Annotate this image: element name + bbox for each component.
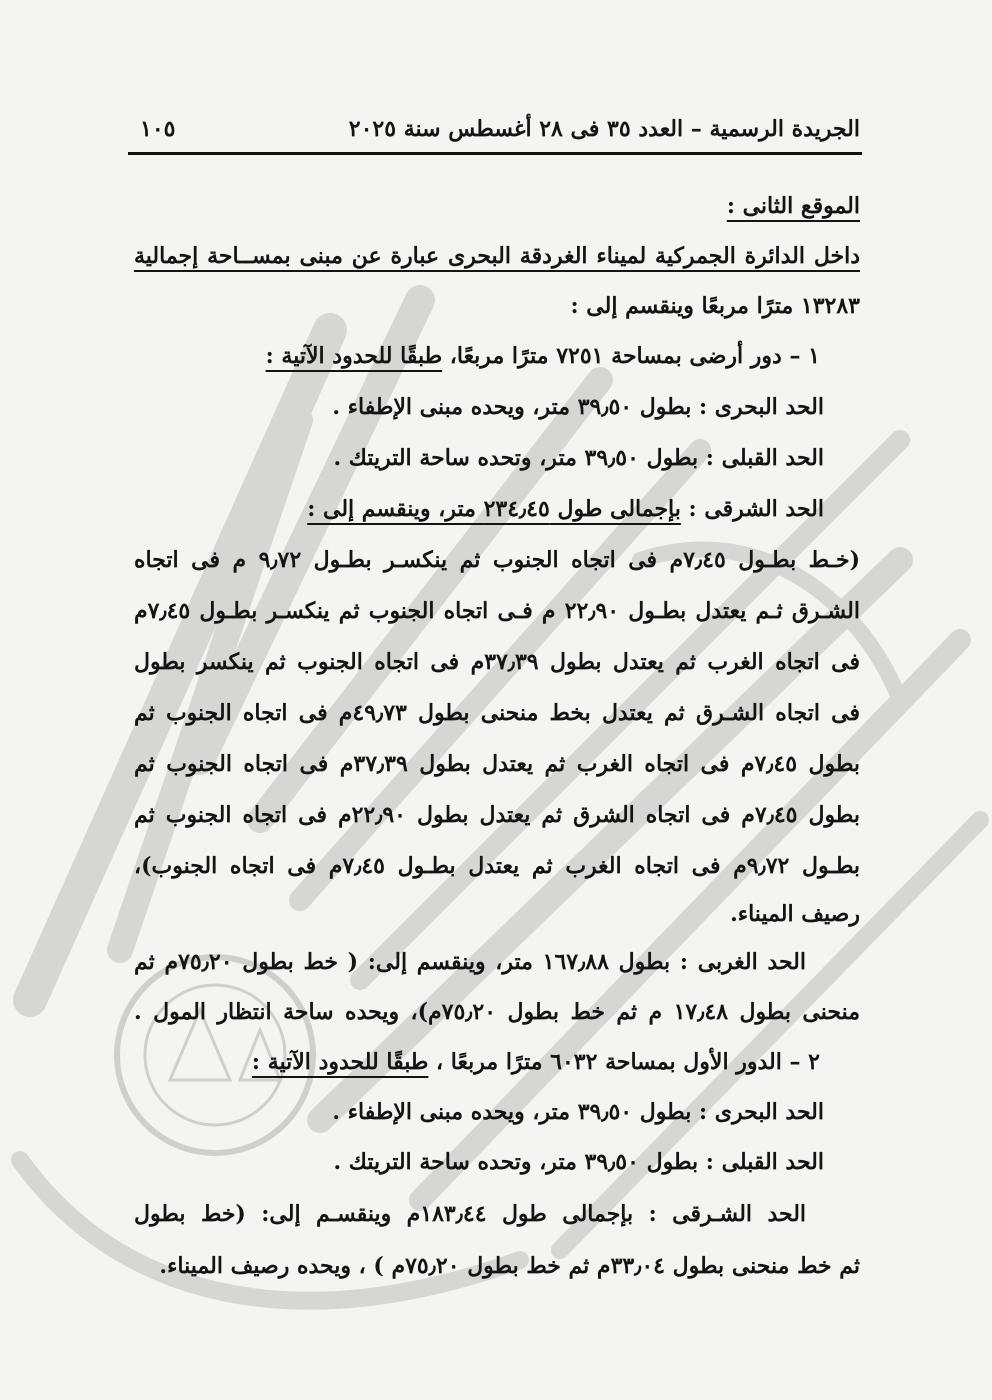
ground-floor-heading: [134, 334, 820, 378]
first-north-boundary: الحد البحرى : بطول ٣٩٫٥٠ متر، ويحده مبنى الإطفاء .: [332, 1099, 824, 1125]
first-east-line-2: ثم خط منحنى بطول ٣٣٫٠٤م ثم خط بطول ٧٥٫٢٠م ) ، ويحده رصيف الميناء.: [159, 1253, 860, 1279]
ground-floor-heading-end: طبقًا للحدود الآتية :: [265, 343, 443, 369]
section-title: الموقع الثانى :: [726, 193, 860, 219]
first-east-line-1: الحد الشـرقى : بإجمالى طول ١٨٣٫٤٤م وينقسـم إلى: (خط بطول: [134, 1201, 806, 1227]
section-title-line: [134, 184, 860, 228]
ground-east-boundary: [134, 487, 824, 531]
ground-east-total: بإجمالى طول ٢٣٤٫٤٥ متر، وينقسم إلى :: [307, 496, 681, 522]
ground-east-detail-3: فى اتجاه الغرب ثم يعتدل بطول ٣٧٫٣٩م فى اتجاه الجنوب ثم ينكسر بطول: [134, 649, 860, 675]
page-header: [128, 112, 860, 152]
ground-east-detail-7: بطـول ٩٫٧٢م فى اتجاه الغرب ثم يعتدل بطـول ٧٫٤٥م فى اتجاه الجنوب)،: [134, 853, 860, 879]
first-floor-heading-end: طبقًا للحدود الآتية :: [251, 1049, 429, 1075]
page-number: ١٠٥: [140, 116, 176, 142]
first-floor-heading: [134, 1040, 820, 1084]
ground-south-boundary: الحد القبلى : بطول ٣٩٫٥٠ متر، وتحده ساحة التريتك .: [333, 445, 824, 471]
first-floor-heading-start: ٢ – الدور الأول بمساحة ٦٠٣٢ مترًا مربعًا ،: [428, 1049, 820, 1075]
ground-east-detail-4: فى اتجاه الشـرق ثم يعتدل بخط منحنى بطول ٤٩٫٧٣م فى اتجاه الجنوب ثم: [134, 700, 860, 726]
ground-west-line-1: الحد الغربى : بطول ١٦٧٫٨٨ متر، وينقسم إلى: ( خط بطول ٧٥٫٢٠م ثم: [134, 949, 806, 975]
ground-east-detail-2: الشـرق ثـم يعتدل بطـول ٢٢٫٩٠ م فـى اتجاه الجنوب ثم ينكسـر بطـول ٧٫٤٥م: [134, 598, 860, 624]
header-rule: [128, 152, 862, 155]
ground-west-line-2: منحنى بطول ١٧٫٤٨ م ثم خط بطول ٧٥٫٢٠م)، ويحده ساحة انتظار المول .: [134, 999, 860, 1025]
ground-east-detail-6: بطول ٧٫٤٥م فى اتجاه الشرق ثم يعتدل بطول ٢٢٫٩٠م فى اتجاه الجنوب ثم: [134, 802, 860, 828]
gazette-title: الجريدة الرسمية – العدد ٣٥ فى ٢٨ أغسطس سنة ٢٠٢٥: [348, 116, 860, 142]
intro-line-1: داخل الدائرة الجمركية لميناء الغردقة البحرى عبارة عن مبنى بمســاحة إجمالية: [134, 243, 860, 269]
first-south-boundary: الحد القبلى : بطول ٣٩٫٥٠ متر، وتحده ساحة التريتك .: [333, 1149, 824, 1175]
ground-east-detail-8: رصيف الميناء.: [730, 901, 860, 927]
intro-line-2: ١٣٢٨٣ مترًا مربعًا وينقسم إلى :: [570, 293, 860, 319]
ground-east-detail-1: (خـط بطـول ٧٫٤٥م فى اتجاه الجنوب ثم ينكسـر بطـول ٩٫٧٢ م فى اتجاه: [134, 547, 860, 573]
ground-east-start: الحد الشرقى :: [680, 496, 824, 522]
ground-east-detail-5: بطول ٧٫٤٥م فى اتجاه الغرب ثم يعتدل بطول ٣٧٫٣٩م فى اتجاه الجنوب ثم: [134, 751, 860, 777]
ground-floor-heading-start: ١ – دور أرضى بمساحة ٧٢٥١ مترًا مربعًا،: [442, 343, 820, 369]
ground-north-boundary: الحد البحرى : بطول ٣٩٫٥٠ متر، ويحده مبنى الإطفاء .: [332, 394, 824, 420]
